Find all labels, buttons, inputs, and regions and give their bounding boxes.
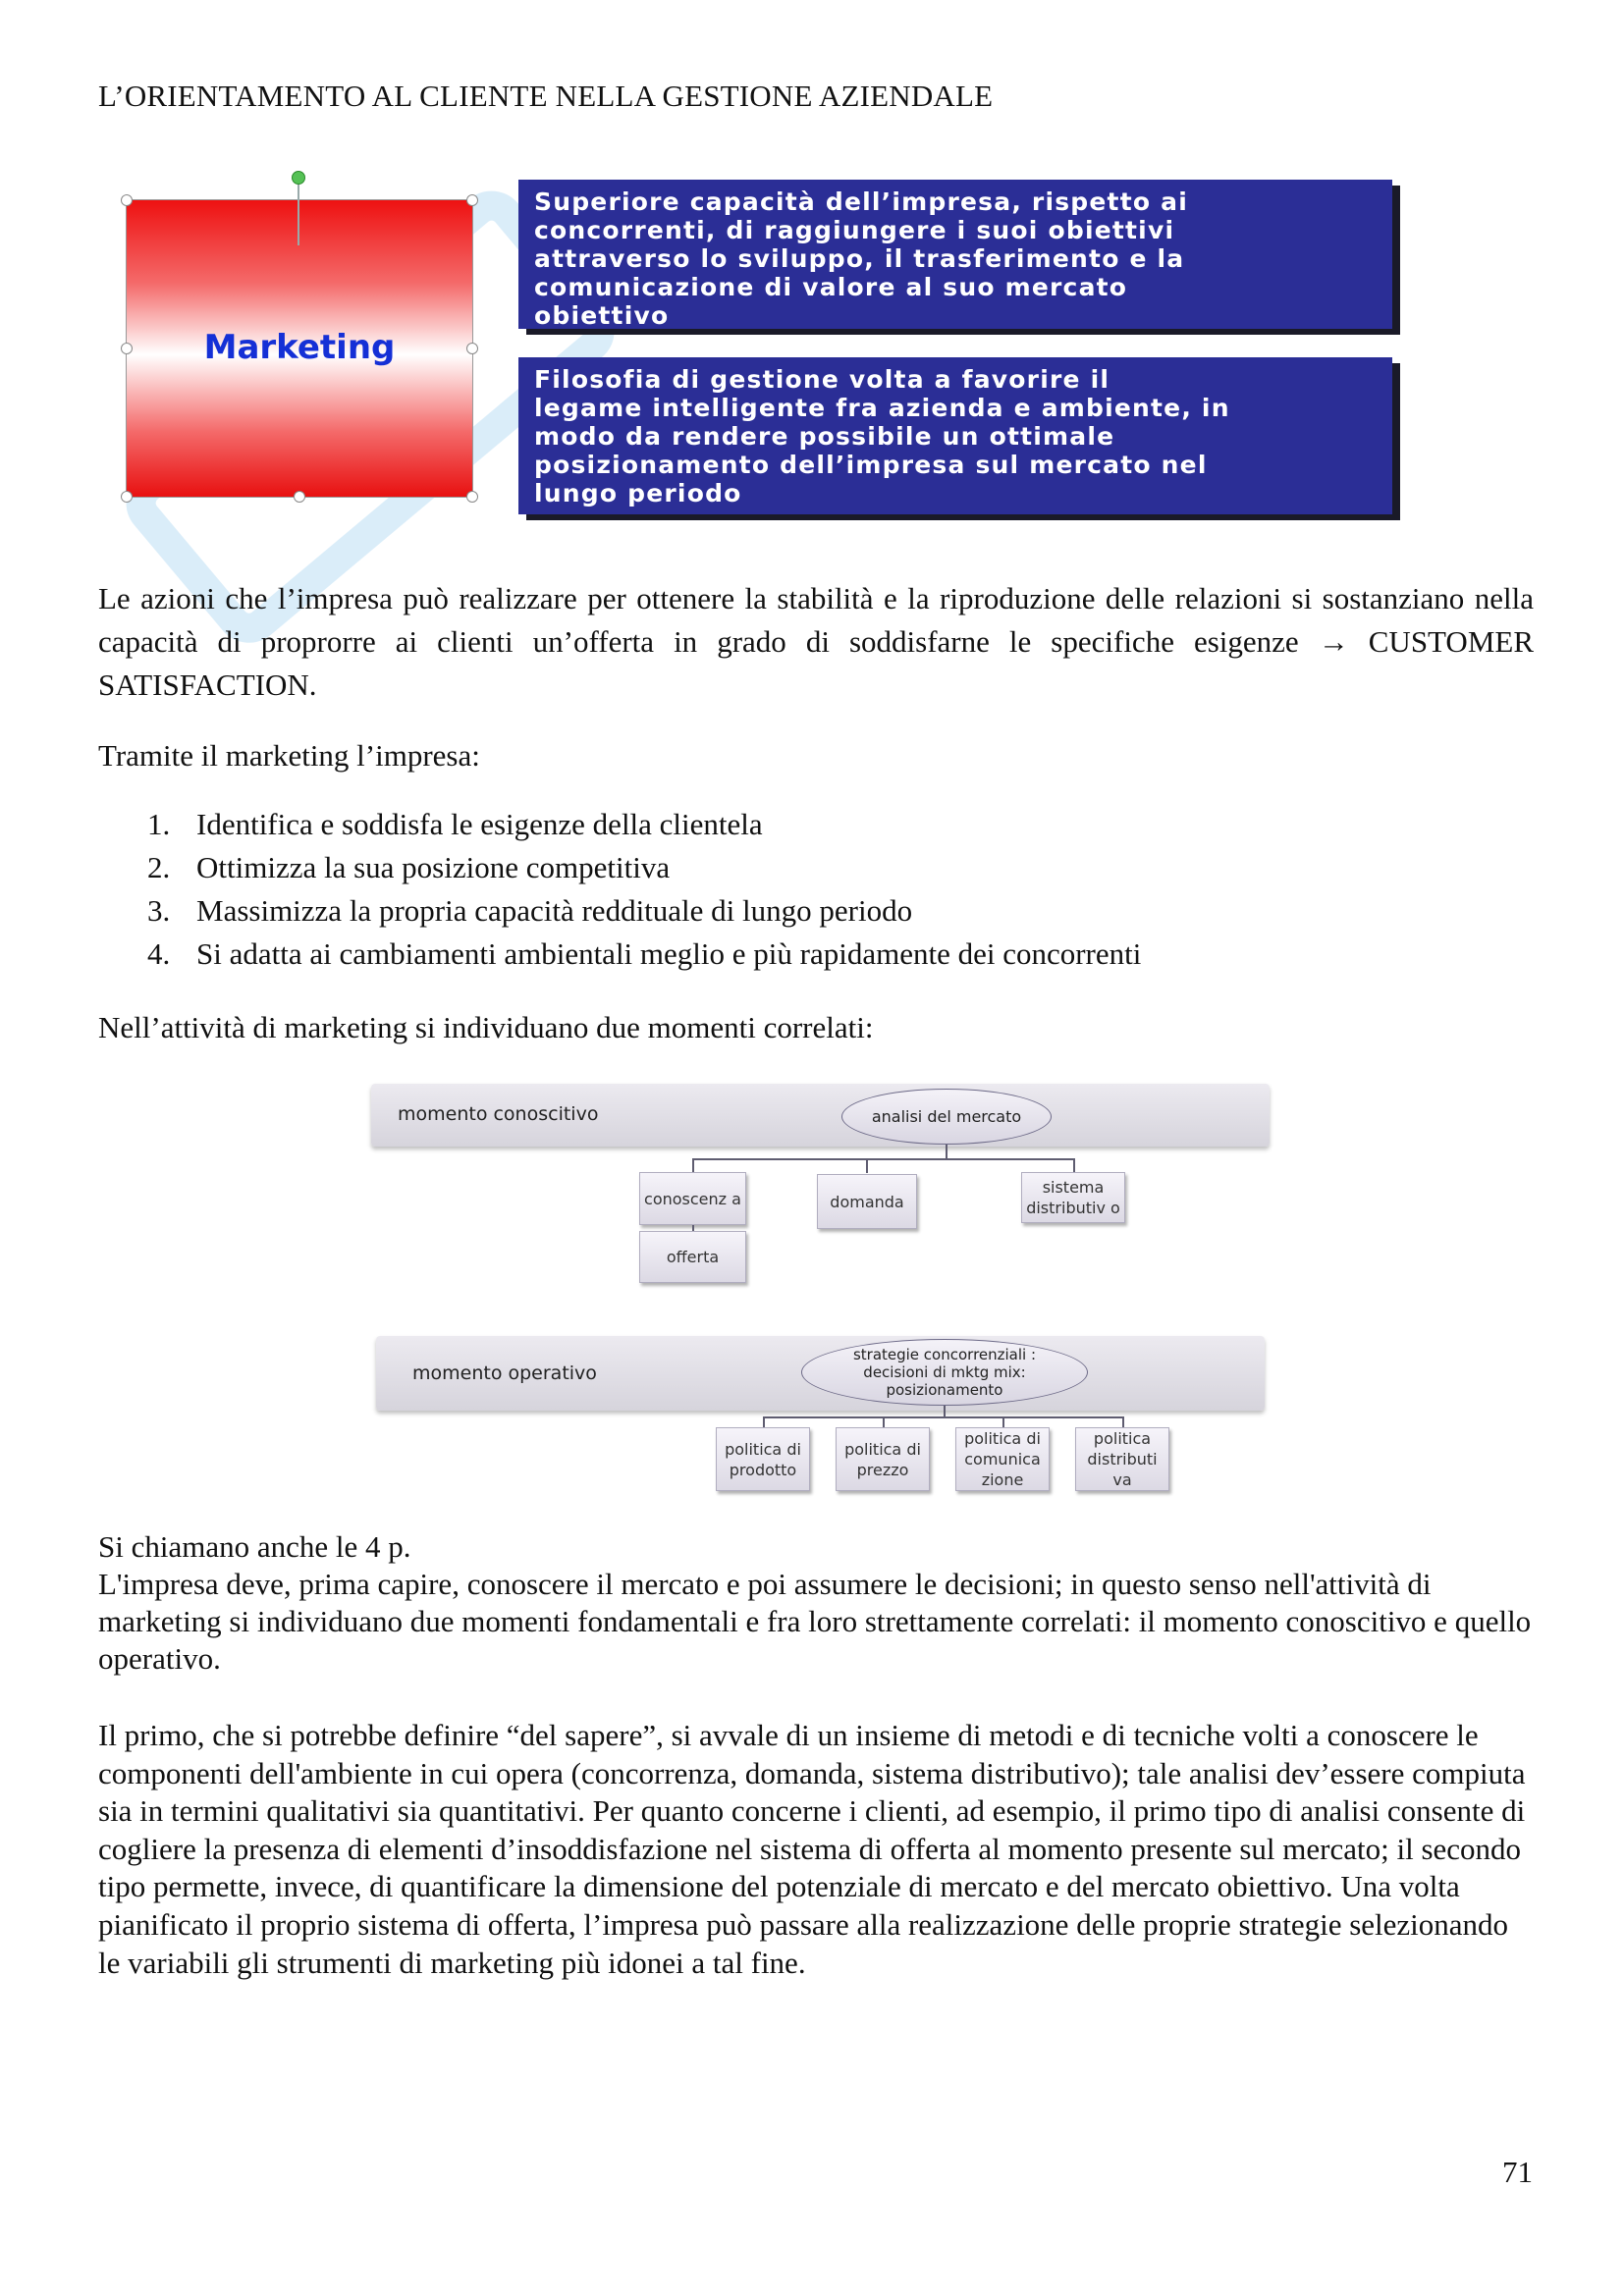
domanda-node: domanda: [817, 1174, 917, 1229]
list-item: [147, 803, 1522, 846]
marketing-list: [147, 803, 1522, 976]
connector: [692, 1158, 694, 1173]
list-number: 4.: [147, 936, 171, 971]
definition-2-line: Filosofia di gestione volta a favorire il: [534, 365, 1110, 394]
definition-2-line: posizionamento dell’impresa sul mercato nel: [534, 451, 1208, 479]
definition-1-line: concorrenti, di raggiungere i suoi obiettivi: [534, 216, 1175, 244]
connector: [866, 1158, 868, 1173]
marketing-intro: Tramite il marketing l’impresa:: [98, 738, 480, 773]
politica-distributiva-node: politica distributi va: [1075, 1427, 1169, 1491]
politica-prodotto-node: politica di prodotto: [716, 1427, 810, 1491]
p4-title: Si chiamano anche le 4 p.: [98, 1529, 411, 1564]
resize-handle: [121, 194, 133, 206]
resize-handle: [121, 343, 133, 354]
list-number: 2.: [147, 850, 171, 884]
resize-handle: [466, 343, 478, 354]
rotation-handle: [292, 171, 305, 185]
marketing-box: [126, 199, 473, 498]
list-item: [147, 846, 1522, 889]
resize-handle: [466, 194, 478, 206]
resize-handle: [121, 491, 133, 503]
definition-2-line: lungo periodo: [534, 479, 742, 507]
definition-box-2: [518, 357, 1392, 514]
definition-2-line: modo da rendere possibile un ottimale: [534, 422, 1115, 451]
p4-body: L'impresa deve, prima capire, conoscere il mercato e poi assumere le decisioni; in questo senso nell'attività di marketing si individuano due momenti fondamentali e fra loro strettamente correlati: il momento conoscitivo e quello operativo.: [98, 1567, 1532, 1676]
list-number: 3.: [147, 893, 171, 928]
definition-1-line: obiettivo: [534, 301, 670, 330]
definition-1-line: Superiore capacità dell’impresa, rispetto ai: [534, 187, 1188, 216]
list-number: 1.: [147, 807, 171, 841]
list-text: Ottimizza la sua posizione competitiva: [196, 850, 671, 884]
offerta-node: offerta: [639, 1231, 746, 1283]
page-title: L’ORIENTAMENTO AL CLIENTE NELLA GESTIONE AZIENDALE: [98, 79, 994, 113]
rotation-handle-line: [298, 177, 299, 245]
list-text: Si adatta ai cambiamenti ambientali meglio e più rapidamente dei concorrenti: [196, 936, 1142, 971]
resize-handle: [466, 491, 478, 503]
definition-1-line: attraverso lo sviluppo, il trasferimento e la: [534, 244, 1185, 273]
politica-prezzo-node: politica di prezzo: [836, 1427, 930, 1491]
list-item: [147, 889, 1522, 933]
list-item: [147, 933, 1522, 976]
analisi-mercato-node: analisi del mercato: [841, 1089, 1052, 1145]
connector: [692, 1158, 1075, 1160]
politica-comunicazione-node: politica di comunica zione: [955, 1427, 1050, 1491]
conoscitivo-label: momento conoscitivo: [398, 1103, 599, 1125]
operativo-label: momento operativo: [412, 1362, 597, 1384]
connector: [1073, 1158, 1075, 1173]
conoscenza-node: conoscenz a: [639, 1172, 746, 1225]
moments-intro: Nell’attività di marketing si individuano due momenti correlati:: [98, 1010, 874, 1044]
marketing-label: Marketing: [203, 328, 396, 367]
sistema-distributivo-node: sistema distributiv o: [1021, 1172, 1125, 1223]
connector: [946, 1145, 947, 1159]
resize-handle: [294, 491, 305, 503]
definition-2-line: legame intelligente fra azienda e ambiente, in: [534, 394, 1230, 422]
definition-1-line: comunicazione di valore al suo mercato: [534, 273, 1128, 301]
page-number: 71: [1502, 2155, 1533, 2189]
final-paragraph: Il primo, che si potrebbe definire “del sapere”, si avvale di un insieme di metodi e di tecniche volti a conoscere le componenti dell'ambiente in cui opera (concorrenza, domanda, sistema distributivo); tale analisi dev’essere compiuta sia in termini qualitativi sia quantitativi. Per quanto concerne i clienti, ad esempio, il primo tipo di analisi consente di cogliere la presenza di elementi d’insoddisfazione nel sistema di offerta al momento presente sul mercato; il secondo tipo permette, invece, di quantificare la dimensione del potenziale di mercato e del mercato obiettivo. Una volta pianificato il proprio sistema di offerta, l’impresa può passare alla realizzazione delle proprie strategie selezionando le variabili gli strumenti di marketing più idonei a tal fine.: [98, 1718, 1526, 1980]
connector: [763, 1416, 1124, 1418]
list-text: Massimizza la propria capacità reddituale di lungo periodo: [196, 893, 913, 928]
definition-box-1: [518, 180, 1392, 329]
intro-paragraph: Le azioni che l’impresa può realizzare per ottenere la stabilità e la riproduzione delle relazioni si sostanziano nella capacità di proprorre ai clienti un’offerta in grado di soddisfarne le specifiche esigenze → CUSTOMER SATISFACTION.: [98, 581, 1534, 702]
list-text: Identifica e soddisfa le esigenze della clientela: [196, 807, 763, 841]
strategie-node: strategie concorrenziali : decisioni di mktg mix: posizionamento: [801, 1339, 1088, 1406]
